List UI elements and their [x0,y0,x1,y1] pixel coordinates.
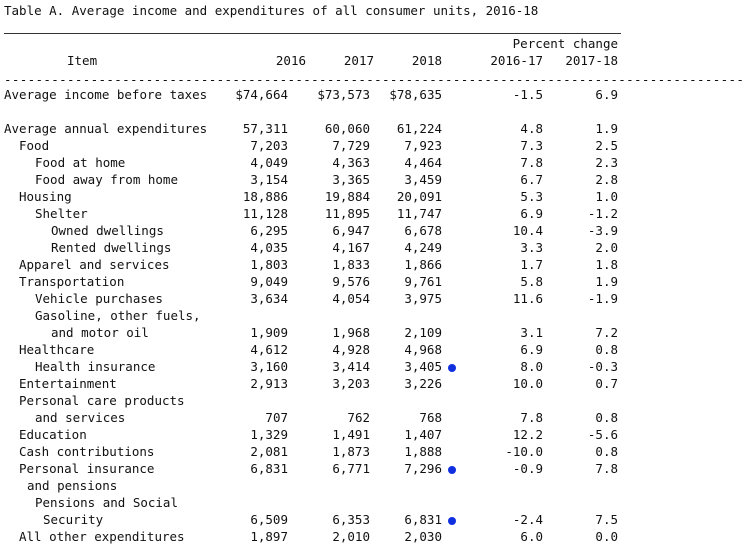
pct-2017-18: 7.5 [595,512,618,527]
pct-2016-17: 6.9 [520,342,543,357]
value-2017: 4,054 [332,291,370,306]
pct-2016-17: 6.0 [520,529,543,544]
row-label: Entertainment [19,376,117,391]
value-2017: 9,576 [332,274,370,289]
row-label: Gasoline, other fuels, [35,308,201,323]
value-2018: 6,831 [404,512,442,527]
pct-2017-18-header: 2017-18 [565,53,618,68]
pct-2017-18: 6.9 [595,87,618,102]
value-2016: 4,049 [250,155,288,170]
row-label: Rented dwellings [51,240,172,255]
row-label: and services [35,410,126,425]
table-row [0,223,627,240]
pct-2017-18: 0.8 [595,410,618,425]
value-2017: 6,771 [332,461,370,476]
pct-2017-18: 2.3 [595,155,618,170]
value-2018: 20,091 [396,189,442,204]
value-2016: 707 [265,410,288,425]
row-label: Cash contributions [19,444,155,459]
value-2017: 6,353 [332,512,370,527]
table-row [0,308,627,325]
value-2017: 60,060 [324,121,370,136]
pct-2016-17: -2.4 [512,512,543,527]
value-2017: 3,203 [332,376,370,391]
value-2016: 1,803 [250,257,288,272]
value-2016: 2,913 [250,376,288,391]
table-row [0,478,627,495]
row-label: Education [19,427,87,442]
pct-2017-18: 1.9 [595,274,618,289]
year-2016-header: 2016 [275,53,306,68]
table-row [0,461,627,478]
value-2017: 2,010 [332,529,370,544]
value-2018: 3,226 [404,376,442,391]
pct-2016-17: 5.3 [520,189,543,204]
pct-2016-17: -1.5 [512,87,543,102]
value-2017: 19,884 [324,189,370,204]
item-header: Item [67,53,98,68]
table-row [0,155,627,172]
row-label: Food [19,138,50,153]
pct-2016-17: 3.3 [520,240,543,255]
value-2018: 4,249 [404,240,442,255]
pct-2016-17: 12.2 [512,427,543,442]
table-row [0,189,627,206]
value-2018: 3,459 [404,172,442,187]
pct-2016-17: 7.8 [520,410,543,425]
table-row [0,512,627,529]
header-dashed-rule: ---------------------------------------------------------------------------------------------- [4,72,744,87]
table-row [0,529,627,546]
value-2017: 4,167 [332,240,370,255]
dot-marker-icon [448,466,456,474]
table-row [0,87,627,104]
value-2018: 1,888 [404,444,442,459]
value-2018: 2,109 [404,325,442,340]
top-rule [4,33,621,34]
table-row [0,495,627,512]
row-label: Apparel and services [19,257,170,272]
value-2016: 7,203 [250,138,288,153]
row-label: Shelter [35,206,88,221]
row-label: Housing [19,189,72,204]
row-label: Personal insurance [19,461,155,476]
value-2017: $73,573 [317,87,370,102]
pct-2017-18: 2.0 [595,240,618,255]
table-row [0,172,627,189]
table-row [0,376,627,393]
row-label: and pensions [27,478,118,493]
value-2018: $78,635 [389,87,442,102]
pct-2016-17: 1.7 [520,257,543,272]
pct-2017-18: -5.6 [587,427,618,442]
value-2016: 11,128 [242,206,288,221]
pct-2017-18: 7.2 [595,325,618,340]
pct-2017-18: 7.8 [595,461,618,476]
value-2018: 4,464 [404,155,442,170]
pct-2017-18: 0.8 [595,342,618,357]
pct-2016-17: 7.8 [520,155,543,170]
percent-change-header: Percent change [512,36,618,51]
value-2017: 3,365 [332,172,370,187]
value-2016: 4,035 [250,240,288,255]
value-2016: 9,049 [250,274,288,289]
table-row [0,393,627,410]
pct-2016-17: 8.0 [520,359,543,374]
value-2016: $74,664 [235,87,288,102]
pct-2017-18: -1.2 [587,206,618,221]
row-label: Food away from home [35,172,178,187]
value-2016: 18,886 [242,189,288,204]
value-2017: 3,414 [332,359,370,374]
pct-2016-17-header: 2016-17 [490,53,543,68]
dot-marker-icon [448,517,456,525]
row-label: All other expenditures [19,529,185,544]
pct-2017-18: 0.8 [595,444,618,459]
row-label: Pensions and Social [35,495,178,510]
value-2017: 1,873 [332,444,370,459]
value-2016: 1,897 [250,529,288,544]
table-row [0,274,627,291]
pct-2017-18: 0.0 [595,529,618,544]
value-2017: 1,491 [332,427,370,442]
value-2017: 4,363 [332,155,370,170]
value-2017: 7,729 [332,138,370,153]
pct-2017-18: 2.8 [595,172,618,187]
pct-2017-18: -3.9 [587,223,618,238]
row-label: Average annual expenditures [4,121,208,136]
pct-2016-17: 6.7 [520,172,543,187]
pct-2017-18: 1.9 [595,121,618,136]
pct-2017-18: 1.0 [595,189,618,204]
value-2016: 3,160 [250,359,288,374]
value-2016: 3,634 [250,291,288,306]
pct-2017-18: 0.7 [595,376,618,391]
value-2017: 1,968 [332,325,370,340]
value-2016: 1,329 [250,427,288,442]
row-label: Vehicle purchases [35,291,163,306]
row-label: Average income before taxes [4,87,208,102]
value-2017: 4,928 [332,342,370,357]
row-label: Owned dwellings [51,223,164,238]
year-2017-header: 2017 [343,53,374,68]
value-2016: 4,612 [250,342,288,357]
pct-2016-17: -10.0 [505,444,543,459]
pct-2016-17: 11.6 [512,291,543,306]
value-2016: 6,509 [250,512,288,527]
row-label: Health insurance [35,359,156,374]
table-row [0,444,627,461]
pct-2017-18: -1.9 [587,291,618,306]
row-label: Food at home [35,155,126,170]
value-2018: 6,678 [404,223,442,238]
pct-2016-17: 5.8 [520,274,543,289]
value-2017: 6,947 [332,223,370,238]
table-row [0,240,627,257]
value-2016: 6,831 [250,461,288,476]
value-2017: 762 [347,410,370,425]
value-2016: 6,295 [250,223,288,238]
value-2018: 4,968 [404,342,442,357]
table-row [0,325,627,342]
pct-2016-17: 4.8 [520,121,543,136]
pct-2016-17: -0.9 [512,461,543,476]
year-2018-header: 2018 [411,53,442,68]
value-2018: 61,224 [396,121,442,136]
value-2016: 2,081 [250,444,288,459]
value-2018: 7,923 [404,138,442,153]
pct-2017-18: -0.3 [587,359,618,374]
row-label: and motor oil [51,325,149,340]
pct-2016-17: 10.0 [512,376,543,391]
pct-2017-18: 2.5 [595,138,618,153]
pct-2016-17: 6.9 [520,206,543,221]
value-2017: 11,895 [324,206,370,221]
value-2018: 1,407 [404,427,442,442]
table-row [0,410,627,427]
value-2016: 57,311 [242,121,288,136]
value-2018: 1,866 [404,257,442,272]
table-row [0,138,627,155]
pct-2016-17: 10.4 [512,223,543,238]
row-label: Personal care products [19,393,185,408]
dot-marker-icon [448,364,456,372]
value-2016: 3,154 [250,172,288,187]
row-label: Healthcare [19,342,95,357]
value-2018: 2,030 [404,529,442,544]
pct-2016-17: 7.3 [520,138,543,153]
pct-2016-17: 3.1 [520,325,543,340]
value-2017: 1,833 [332,257,370,272]
row-label: Transportation [19,274,125,289]
table-title: Table A. Average income and expenditures of all consumer units, 2016-18 [4,3,539,18]
table-row [0,291,627,308]
table-row [0,427,627,444]
value-2018: 11,747 [396,206,442,221]
value-2018: 9,761 [404,274,442,289]
row-label: Security [43,512,104,527]
value-2016: 1,909 [250,325,288,340]
value-2018: 3,975 [404,291,442,306]
table-row [0,359,627,376]
table-row [0,121,627,138]
value-2018: 768 [419,410,442,425]
pct-2017-18: 1.8 [595,257,618,272]
value-2018: 7,296 [404,461,442,476]
table-row [0,342,627,359]
table-row [0,206,627,223]
value-2018: 3,405 [404,359,442,374]
table-row [0,257,627,274]
